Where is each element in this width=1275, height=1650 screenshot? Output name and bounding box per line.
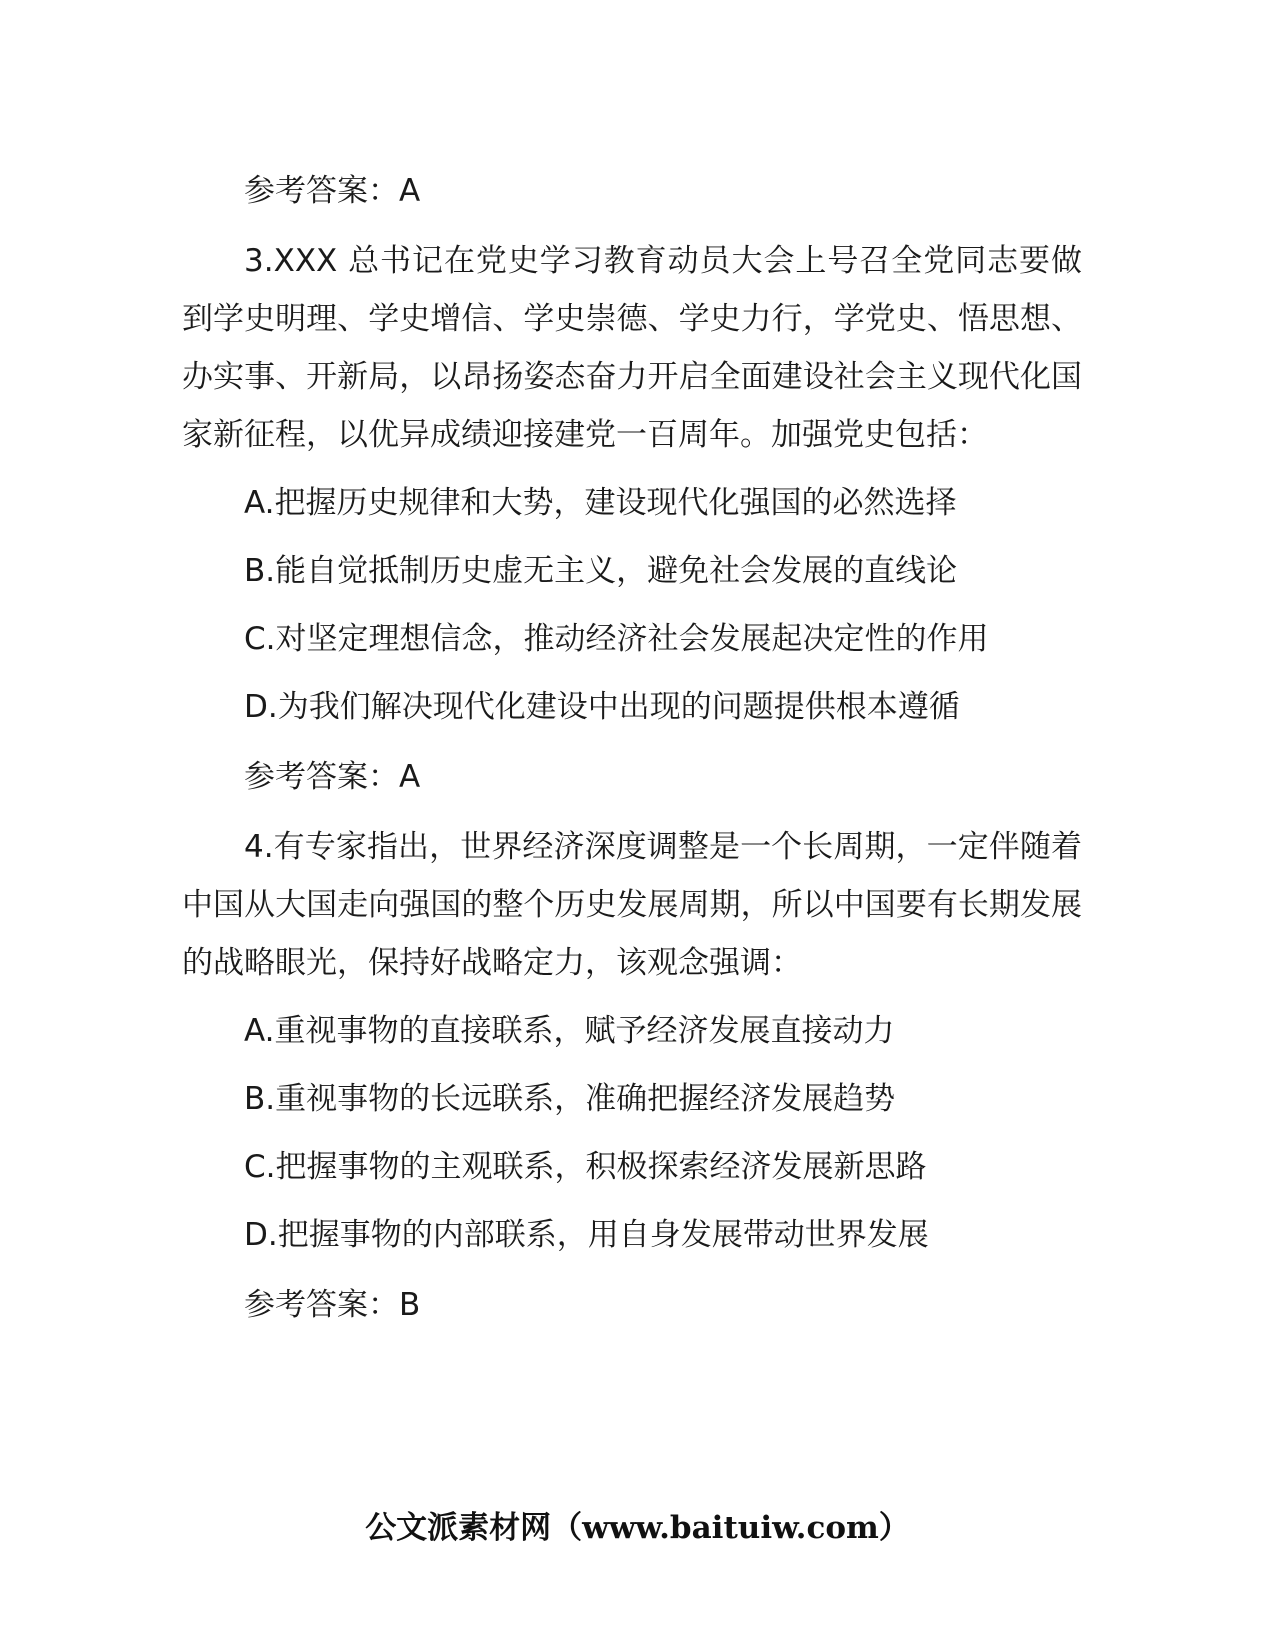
question-4-option-d: D.把握事物的内部联系，用自身发展带动世界发展 — [244, 1217, 929, 1253]
question-3-answer: 参考答案：A — [244, 759, 421, 795]
question-3-option-d: D.为我们解决现代化建设中出现的问题提供根本遵循 — [244, 689, 960, 725]
question-3-option-a: A.把握历史规律和大势，建设现代化强国的必然选择 — [244, 485, 957, 521]
question-4-answer: 参考答案：B — [244, 1287, 421, 1323]
document-body — [182, 150, 1082, 1346]
question-3-option-b: B.能自觉抵制历史虚无主义，避免社会发展的直线论 — [244, 553, 958, 589]
question-4-option-c: C.把握事物的主观联系，积极探索经济发展新思路 — [244, 1149, 927, 1185]
question-4-text: 4.有专家指出，世界经济深度调整是一个长周期，一定伴随着中国从大国走向强国的整个历史发展周期，所以中国要有长期发展的战略眼光，保持好战略定力，该观念强调： — [182, 829, 1082, 981]
question-3-text: 3.XXX 总书记在党史学习教育动员大会上号召全党同志要做到学史明理、学史增信、学史崇德、学史力行，学党史、悟思想、办实事、开新局，以昂扬姿态奋力开启全面建设社会主义现代化国家新征程，以优异成绩迎接建党一百周年。加强党史包括： — [182, 243, 1082, 453]
question-3-option-c: C.对坚定理想信念，推动经济社会发展起决定性的作用 — [244, 621, 989, 657]
page-footer: 公文派素材网（www.baituiw.com） — [365, 1510, 910, 1546]
answer-line: 参考答案：A — [244, 173, 421, 209]
question-4-option-b: B.重视事物的长远联系，准确把握经济发展趋势 — [244, 1081, 896, 1117]
question-4-option-a: A.重视事物的直接联系，赋予经济发展直接动力 — [244, 1013, 895, 1049]
